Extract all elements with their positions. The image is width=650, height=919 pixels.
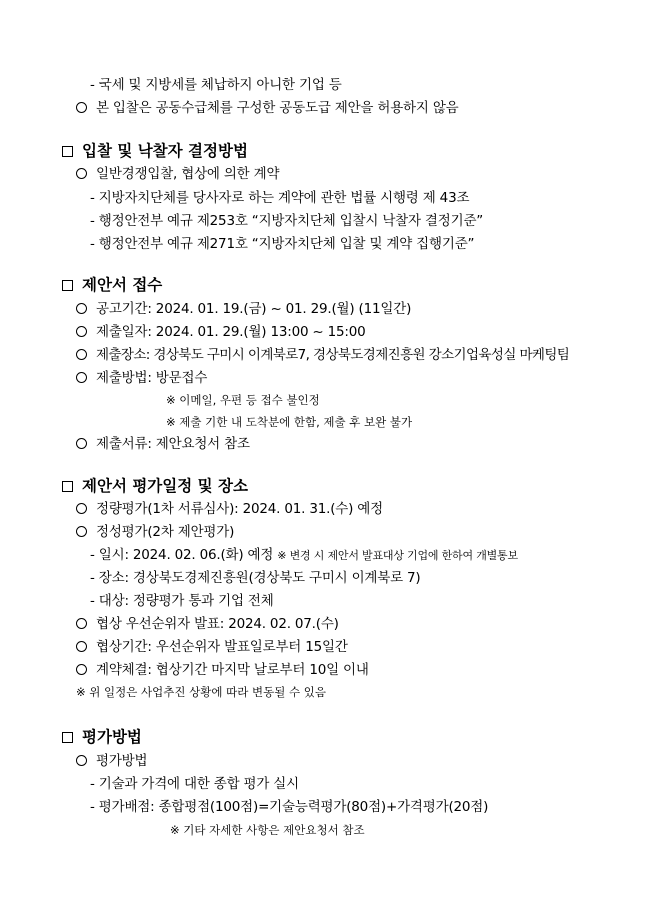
circle-bullet-icon xyxy=(76,326,87,337)
evaluation-note: ※ 기타 자세한 사항은 제안요청서 참조 xyxy=(170,823,365,837)
schedule-negotiation: 협상기간: 우선순위자 발표일로부터 15일간 xyxy=(76,638,348,656)
circle-bullet-icon xyxy=(76,503,87,514)
schedule-announce: 협상 우선순위자 발표: 2024. 02. 07.(수) xyxy=(76,615,339,633)
receipt-period: 공고기간: 2024. 01. 19.(금) ~ 01. 29.(월) (11일간) xyxy=(76,300,411,318)
bidding-type: 일반경쟁입찰, 협상에 의한 계약 xyxy=(76,165,279,183)
circle-bullet-icon xyxy=(76,641,87,652)
circle-bullet-icon xyxy=(76,372,87,383)
section-heading-evaluation: 평가방법 xyxy=(62,727,142,747)
receipt-note-email: ※ 이메일, 우편 등 접수 불인정 xyxy=(166,393,320,407)
schedule-qual-date-note: ※ 변경 시 제안서 발표대상 기업에 한하여 개별통보 xyxy=(277,549,518,562)
schedule-note: ※ 위 일정은 사업추진 상황에 따라 변동될 수 있음 xyxy=(76,685,326,699)
circle-bullet-icon xyxy=(76,168,87,179)
schedule-qual-target: - 대상: 정량평가 통과 기업 전체 xyxy=(90,593,274,609)
evaluation-overall: - 기술과 가격에 대한 종합 평가 실시 xyxy=(90,776,299,792)
square-bullet-icon xyxy=(62,146,73,157)
receipt-date: 제출일자: 2024. 01. 29.(월) 13:00 ~ 15:00 xyxy=(76,323,366,341)
bidding-rule-271: - 행정안전부 예규 제271호 “지방자치단체 입찰 및 계약 집행기준” xyxy=(90,236,475,252)
schedule-contract: 계약체결: 협상기간 마지막 날로부터 10일 이내 xyxy=(76,661,369,679)
circle-bullet-icon xyxy=(76,664,87,675)
receipt-method: 제출방법: 방문접수 xyxy=(76,369,207,387)
schedule-qual-date: - 일시: 2024. 02. 06.(화) 예정 ※ 변경 시 제안서 발표대상 기업에 한하여 개별통보 xyxy=(90,547,518,563)
section-heading-bidding: 입찰 및 낙찰자 결정방법 xyxy=(62,141,248,161)
schedule-qual-place: - 장소: 경상북도경제진흥원(경상북도 구미시 이계북로 7) xyxy=(90,570,421,586)
circle-bullet-icon xyxy=(76,618,87,629)
receipt-place: 제출장소: 경상북도 구미시 이계북로7, 경상북도경제진흥원 강소기업육성실 마케팅팀 xyxy=(76,346,569,364)
receipt-note-deadline: ※ 제출 기한 내 도착분에 한함, 제출 후 보완 불가 xyxy=(166,415,413,429)
square-bullet-icon xyxy=(62,280,73,291)
bidding-law: - 지방자치단체를 당사자로 하는 계약에 관한 법률 시행령 제 43조 xyxy=(90,190,470,206)
evaluation-method: 평가방법 xyxy=(76,752,147,770)
square-bullet-icon xyxy=(62,732,73,743)
circle-bullet-icon xyxy=(76,526,87,537)
schedule-quant: 정량평가(1차 서류심사): 2024. 01. 31.(수) 예정 xyxy=(76,500,383,518)
schedule-qual: 정성평가(2차 제안평가) xyxy=(76,523,234,541)
section-heading-receipt: 제안서 접수 xyxy=(62,275,162,295)
intro-joint-bid: 본 입찰은 공동수급체를 구성한 공동도급 제안을 허용하지 않음 xyxy=(76,99,459,117)
circle-bullet-icon xyxy=(76,303,87,314)
circle-bullet-icon xyxy=(76,438,87,449)
circle-bullet-icon xyxy=(76,755,87,766)
circle-bullet-icon xyxy=(76,349,87,360)
evaluation-points: - 평가배점: 종합평점(100점)=기술능력평가(80점)+가격평가(20점) xyxy=(90,799,489,815)
section-heading-schedule: 제안서 평가일정 및 장소 xyxy=(62,476,248,496)
receipt-docs: 제출서류: 제안요청서 참조 xyxy=(76,435,250,453)
bidding-rule-253: - 행정안전부 예규 제253호 “지방자치단체 입찰시 낙찰자 결정기준” xyxy=(90,213,484,229)
square-bullet-icon xyxy=(62,481,73,492)
intro-dash-tax: - 국세 및 지방세를 체납하지 아니한 기업 등 xyxy=(90,77,342,93)
circle-bullet-icon xyxy=(76,102,87,113)
